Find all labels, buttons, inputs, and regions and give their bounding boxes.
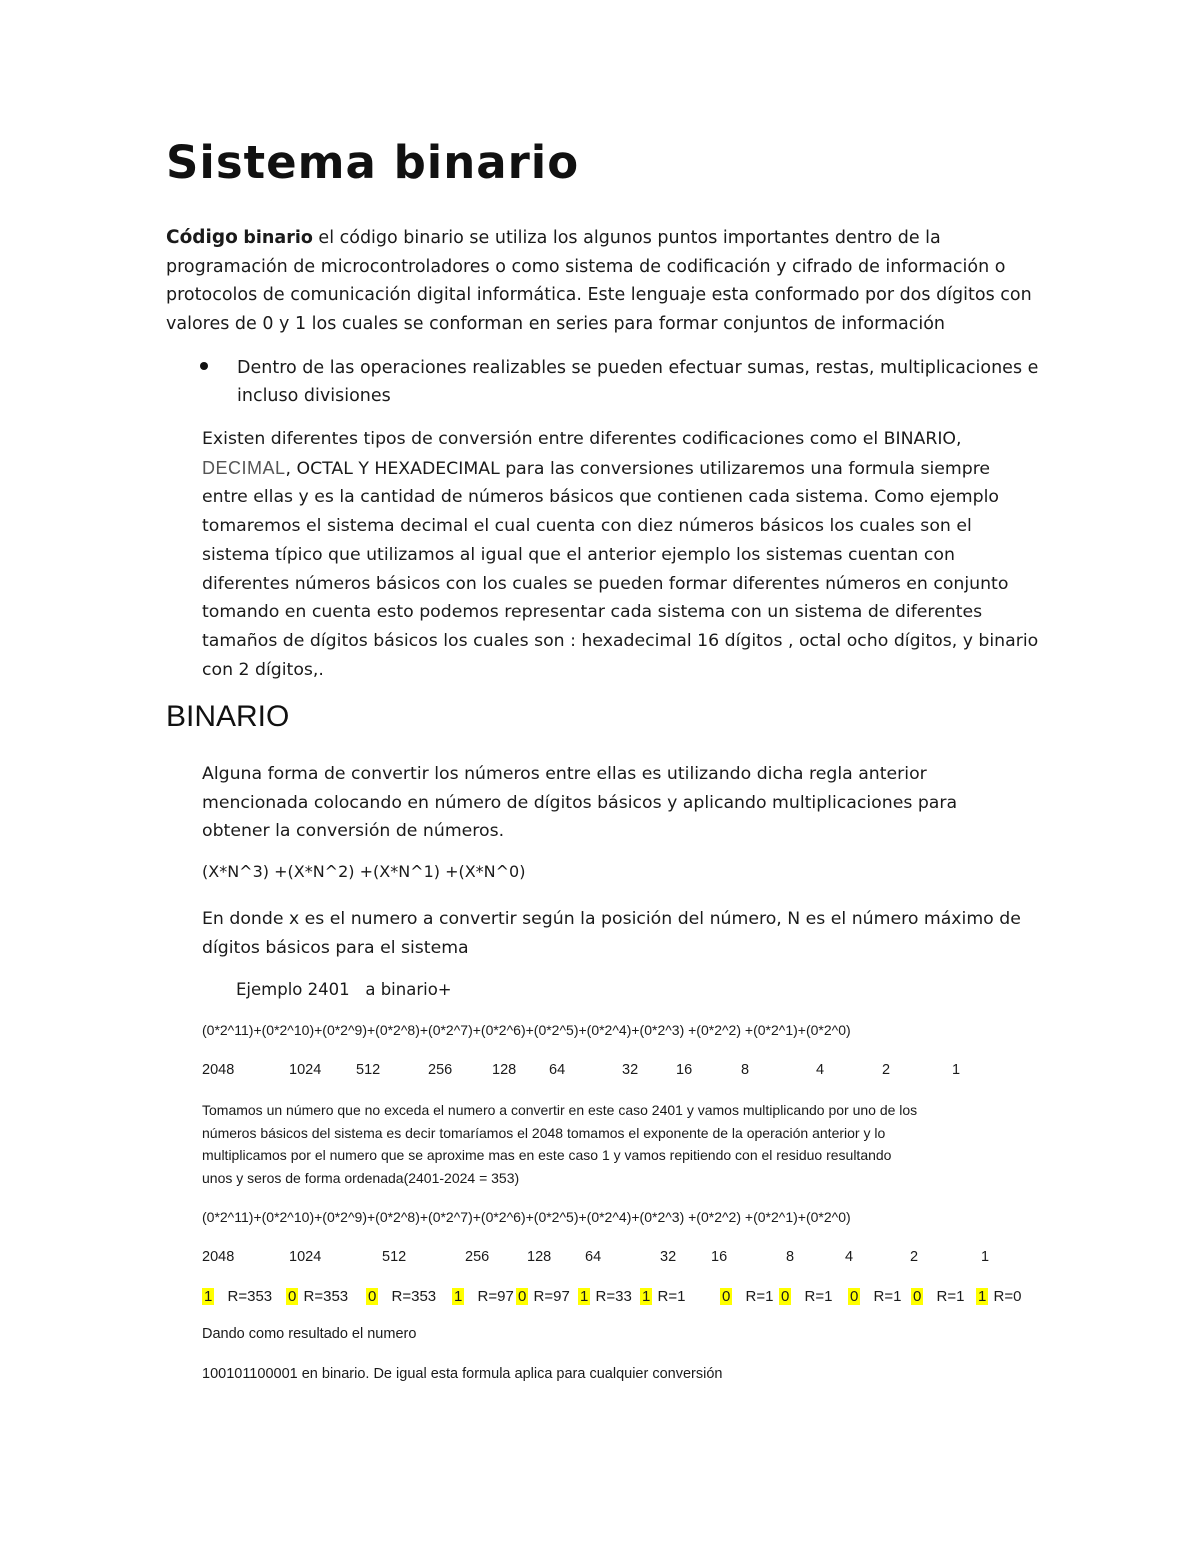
bit-entry [202,1288,272,1305]
conversion-line-1: Existen diferentes tipos de conversión entre diferentes codificaciones como el BINARIO, [202,429,962,449]
bullet-item [237,354,1038,410]
bit-value: 1 [642,1288,651,1305]
residue-value: R=1 [653,1288,686,1305]
power-value: 32 [622,1062,639,1078]
bit-entry [366,1288,436,1305]
intro-line-1-rest: el código binario se utiliza los algunos puntos importantes dentro de la [312,228,941,248]
power-value: 256 [428,1062,453,1078]
power-2-value: 2 [910,1249,919,1265]
result-value: 100101100001 en binario. De igual esta formula aplica para cualquier conversión [202,1366,723,1382]
section-heading: BINARIO [166,700,290,733]
residue-value: R=1 [741,1288,774,1305]
decimal-word: DECIMAL [202,457,286,478]
intro-bold-word: binario [243,228,313,248]
conversion-line-2-rest: , OCTAL Y HEXADECIMAL para las conversiones utilizaremos una formula siempre [285,458,991,479]
bullet-line-2: incluso divisiones [237,386,391,406]
bit-entry [578,1288,632,1305]
conversion-line-3: entre ellas y es la cantidad de números básicos que contienen cada sistema. Como ejemplo [202,487,999,508]
power-value: 512 [356,1062,381,1078]
bit-value: 1 [454,1288,463,1305]
formula: (X*N^3) +(X*N^2) +(X*N^1) +(X*N^0) [202,862,526,881]
bullet-line-1: Dentro de las operaciones realizables se pueden efectuar sumas, restas, multiplicaciones e [237,358,1039,378]
residue-value: R=353 [223,1288,273,1305]
bit-value: 0 [722,1288,731,1305]
power-2-value: 16 [711,1249,728,1265]
intro-bold-label: Código [166,227,238,248]
power-value: 64 [549,1062,566,1078]
power-2-value: 2048 [202,1249,235,1265]
binario-paragraph [202,760,957,846]
conversion-line-9: con 2 dígitos,. [202,659,324,680]
bit-value: 0 [368,1288,377,1305]
power-value: 16 [676,1062,693,1078]
bit-entry [286,1288,348,1305]
bullet-icon [200,362,208,370]
bit-value: 0 [518,1288,527,1305]
power-value: 128 [492,1062,517,1078]
binario-line-2: mencionada colocando en número de dígitos básicos y aplicando multiplicaciones para [202,792,958,813]
intro-line-4: valores de 0 y 1 los cuales se conforman en series para formar conjuntos de información [166,314,946,335]
bit-value: 1 [204,1288,213,1305]
power-sequence-2: (0*2^11)+(0*2^10)+(0*2^9)+(0*2^8)+(0*2^7)+(0*2^6)+(0*2^5)+(0*2^4)+(0*2^3) +(0*2^2) +(0*2^1)+(0*2^0) [202,1209,851,1225]
bit-entry [911,1288,964,1305]
power-2-value: 512 [382,1249,407,1265]
bit-entry [720,1288,773,1305]
power-2-value: 32 [660,1249,677,1265]
power-2-value: 128 [527,1249,552,1265]
page-title: Sistema binario [166,136,580,189]
power-sequence-1: (0*2^11)+(0*2^10)+(0*2^9)+(0*2^8)+(0*2^7)+(0*2^6)+(0*2^5)+(0*2^4)+(0*2^3) +(0*2^2) +(0*2^1)+(0*2^0) [202,1022,851,1038]
power-value: 8 [741,1062,750,1078]
binario-line-3: obtener la conversión de números. [202,821,505,842]
residue-value: R=353 [299,1288,349,1305]
explanation-line-4: unos y seros de forma ordenada(2401-2024 = 353) [202,1169,520,1186]
intro-line-3: protocolos de comunicación digital informática. Este lenguaje esta conformado por dos dígitos con [166,285,1032,306]
conversion-paragraph [202,425,1038,684]
power-2-value: 4 [845,1249,854,1265]
residue-value: R=97 [473,1288,514,1305]
bit-entry [516,1288,570,1305]
bit-entry [640,1288,685,1305]
power-value: 1024 [289,1062,322,1078]
explanation-line-1: Tomamos un número que no exceda el numero a convertir en este caso 2401 y vamos multiplicando por uno de los [202,1102,918,1118]
explain-line-1: En donde x es el numero a convertir según la posición del número, N es el número máximo de [202,909,1021,929]
conversion-line-4: tomaremos el sistema decimal el cual cuenta con diez números básicos los cuales son el [202,516,972,537]
bit-value: 0 [781,1288,790,1305]
intro-paragraph [166,224,1032,339]
power-value: 2 [882,1062,891,1078]
result-label: Dando como resultado el numero [202,1326,417,1342]
conversion-line-6: diferentes números básicos con los cuales se pueden formar diferentes números en conjunto [202,573,1009,594]
example-label: Ejemplo 2401 a binario+ [236,980,452,999]
bit-value: 1 [978,1288,987,1305]
power-2-value: 64 [585,1249,602,1265]
bit-entry [779,1288,832,1305]
residue-value: R=1 [932,1288,965,1305]
power-value: 4 [816,1062,825,1078]
explanation-line-2: números básicos del sistema es decir tomaríamos el 2048 tomamos el exponente de la operación anterior y lo [202,1124,886,1141]
power-2-value: 1 [981,1249,990,1265]
residue-value: R=97 [529,1288,570,1305]
power-2-value: 1024 [289,1249,322,1265]
intro-line-1 [166,224,1032,253]
conversion-line-8: tamaños de dígitos básicos los cuales son : hexadecimal 16 dígitos , octal ocho dígitos, y binario [202,630,1039,651]
bit-value: 1 [580,1288,589,1305]
binario-line-1: Alguna forma de convertir los números entre ellas es utilizando dicha regla anterior [202,764,927,784]
residue-value: R=1 [869,1288,902,1305]
power-value: 1 [952,1062,961,1078]
bit-value: 0 [850,1288,859,1305]
explanation-line-3: multiplicamos por el numero que se aproxime mas en este caso 1 y vamos repitiendo con el residuo resultando [202,1147,892,1163]
bit-value: 0 [288,1288,297,1305]
residue-value: R=0 [989,1288,1022,1305]
conversion-line-7: tomando en cuenta esto podemos representar cada sistema con un sistema de diferentes [202,602,983,623]
intro-line-2: programación de microcontroladores o como sistema de codificación y cifrado de información o [166,256,1006,277]
bit-entry [452,1288,514,1305]
power-2-value: 8 [786,1249,795,1265]
power-2-value: 256 [465,1249,490,1265]
formula-explanation [202,905,1021,962]
residue-value: R=353 [387,1288,437,1305]
residue-value: R=1 [800,1288,833,1305]
bit-entry [976,1288,1021,1305]
explain-line-2: dígitos básicos para el sistema [202,937,469,958]
residue-value: R=33 [591,1288,632,1305]
explanation-paragraph [202,1099,917,1189]
conversion-line-5: sistema típico que utilizamos al igual que el anterior ejemplo los sistemas cuentan con [202,544,955,565]
conversion-line-2 [202,454,1038,484]
bit-entry [848,1288,901,1305]
power-value: 2048 [202,1062,235,1078]
bit-value: 0 [913,1288,922,1305]
